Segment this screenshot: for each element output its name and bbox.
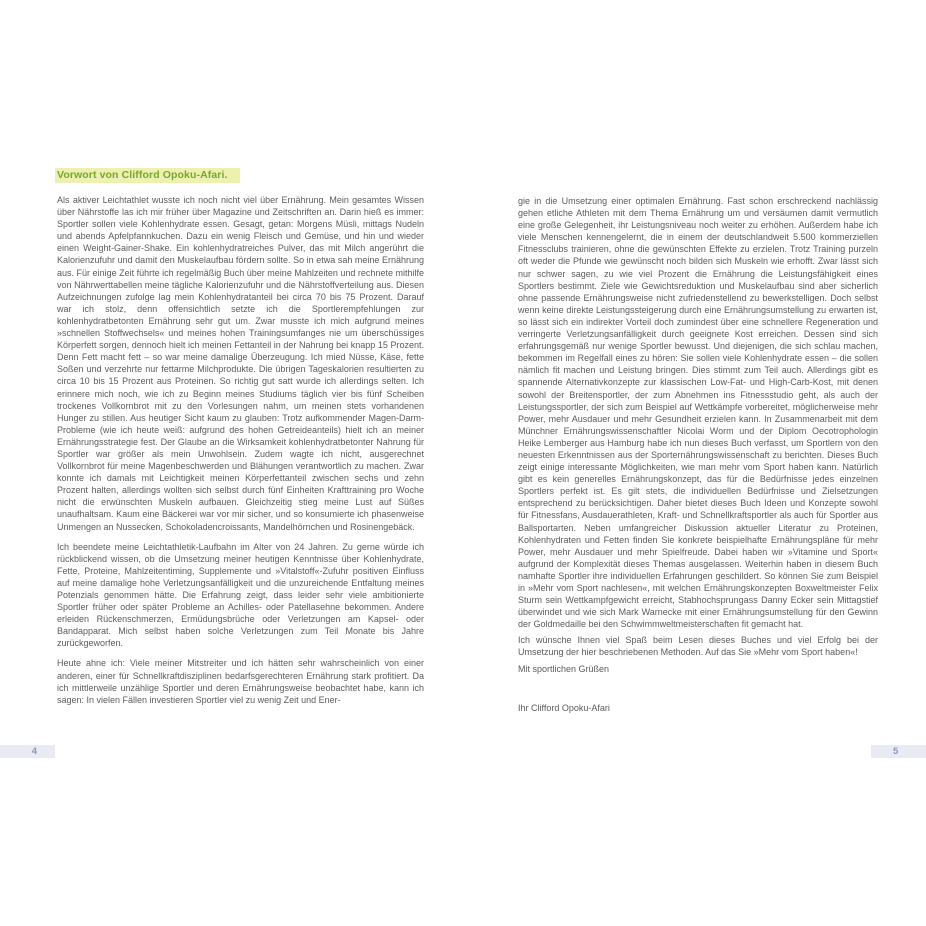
paragraph: Ich beendete meine Leichtathletik-Laufbahn im Alter von 24 Jahren. Zu gerne würde ich rückblickend wissen, ob die Umsetzung meiner heutigen Kenntnisse über Kohlenhydrate, Fette, Proteine, Mahlzeitentiming, Supplemente und »Vitalstoff«-Zufuhr positiven Einfluss auf meine damalige hohe Verletzungsanfälligkeit und die unzureichende Entfaltung meines Potenzials genommen hätte. Die Erfahrung zeigt, dass leider sehr viele ambitionierte Sportler früher oder später Probleme an Achilles- oder Patellasehne bekommen. Andere erleiden Rückenschmerzen, Ermüdungsbrüche oder Verletzungen am Kapsel- oder Bandapparat. Mich selbst haben solche Verletzungen zum Teil Monate bis Jahre zurückgeworfen. xyxy=(57,541,424,649)
foreword-heading: Vorwort von Clifford Opoku-Afari. xyxy=(55,168,240,183)
page-number-bar-left xyxy=(0,745,55,758)
page-number-right: 5 xyxy=(893,746,899,757)
page-number-left: 4 xyxy=(31,746,37,757)
page-number-bar-right xyxy=(871,745,926,758)
signature: Ihr Clifford Opoku-Afari xyxy=(518,702,610,713)
paragraph: Ich wünsche Ihnen viel Spaß beim Lesen dieses Buches und viel Erfolg bei der Umsetzung der hier beschriebenen Methoden. Auf das Sie »Mehr vom Sport haben«! xyxy=(518,635,878,658)
left-page xyxy=(57,194,424,714)
paragraph: Heute ahne ich: Viele meiner Mitstreiter und ich hätten sehr wahrscheinlich von einer anderen, einer für Schnellkraftdisziplinen bedarfsgerechteren Ernährung stark profitiert. Da ich mittlerweile unzählige Sportler und deren Ernährungsweise beobachtet habe, kann ich sagen: In vielen Fällen investieren Sportler viel zu wenig Zeit und Ener- xyxy=(57,658,424,705)
right-page xyxy=(518,195,878,718)
closing-salutation: Mit sportlichen Grüßen xyxy=(518,663,610,674)
paragraph: gie in die Umsetzung einer optimalen Ernährung. Fast schon erschreckend nachlässig gehen etliche Athleten mit dem Thema Ernährung um und versäumen damit vermutlich eine große Gelegenheit, ihr Leistungsniveau noch weiter zu erhöhen. Außerdem habe ich viele Menschen kennengelernt, die in einem der deutschlandweit 5.500 kommerziellen Fitnessclubs trainieren, ohne die gewünschten Effekte zu erzielen. Trotz Training purzeln oft weder die Pfunde wie gewünscht noch bilden sich Muskeln wie erhofft. Zwar lässt sich nur schwer sagen, zu wie viel Prozent die Ernährung die Leistungsfähigkeit eines Sportlers bestimmt. Ziele wie Gewichtsreduktion und Muskelaufbau sind aber sicherlich ohne passende Ernährungsweise nicht zufriedenstellend zu bewerkstelligen. Doch selbst wenn keine direkte Leistungssteigerung durch eine Ernährungsumstellung zu erwarten ist, so lässt sich ein indirekter Vorteil doch zumindest über eine schnellere Regeneration und verringerte Verletzungsanfälligkeit durch geeignete Kost erreichen. Dessen sind sich erfahrungsgemäß nur wenige Sportler bewusst. Und diejenigen, die sich schlau machen, bekommen im Regelfall eines zu hören: Sie sollen viele Kohlenhydrate essen – die sollen nämlich fit machen und Leistung bringen. Dies stimmt zum Teil auch. Allerdings gibt es spannende Alternativkonzepte zur klassischen Low-Fat- und High-Carb-Kost, mit denen sowohl der Breitensportler, der zum Abnehmen ins Fitnessstudio geht, als auch der Leistungssportler, der sich zum Beispiel auf Wettkämpfe vorbereitet, möglicherweise mehr Power, mehr Ausdauer und mehr Gesundheit erzielen kann. In Zusammenarbeit mit dem Münchner Ernährungswissenschaftler Nicolai Worm und der Diplom Oecotrophologin Heike Lemberger aus Hamburg habe ich nun dieses Buch verfasst, um Sportlern von den neuesten Erkenntnissen aus der Sporternährungswissenschaft zu berichten. Dieses Buch zeigt einige interessante Möglichkeiten, wie man mehr vom Sport haben kann. Natürlich gibt es kein generelles Ernährungskonzept, das für die Bedürfnisse jedes einzelnen Sportlers perfekt ist. Es gilt stets, die individuellen Bedürfnisse und Zielsetzungen entsprechend zu berücksichtigen. Daher bietet dieses Buch Ideen und Konzepte sowohl für Fitnessfans, Ausdauerathleten, Kraft- und Schnellkraftsportler als auch für Sportler aus Ballsportarten. Neben umfangreicher Diskussion aktueller Literatur zu Proteinen, Kohlenhydraten und Fetten finden Sie konkrete beispielhafte Ernährungspläne für mehr Power, mehr Ausdauer und mehr Spielfreude. Dabei haben wir »Vitamine und Sport« aufgrund der Komplexität dieses Themas ausgelassen. Weiterhin haben in diesem Buch namhafte Sportler ihre individuellen Erfahrungen geschildert. So können Sie zum Beispiel in »Mehr vom Sport nachlesen«, mit welchen Ernährungskonzepten Boxweltmeister Felix Sturm sein Wettkampfgewicht erreicht, Stabhochsprungass Danny Ecker sein Mittagstief überwindet und wie sich Mark Warnecke mit einer Ernährungsumstellung für den Gewinn der Goldmedaille bei den Schwimmweltmeisterschaften fit gemacht hat. xyxy=(518,196,878,630)
paragraph: Als aktiver Leichtathlet wusste ich noch nicht viel über Ernährung. Mein gesamtes Wissen über Nährstoffe las ich mir früher über Magazine und Zeitschriften an. Darin hieß es immer: Sportler sollen viele Kohlenhydrate essen. Gesagt, getan: Morgens Müsli, mittags Nudeln und abends Apfelpfannkuchen. Dazu ein wenig Fleisch und Gemüse, und hin und wieder einen Weight-Gainer-Shake. Ein kohlenhydratreiches Pulver, das mit Milch angerührt die Kalorienzufuhr und damit den Muskelaufbau fördern sollte. So in etwa sah meine Ernährung aus. Für einige Zeit führte ich regelmäßig Buch über meine Mahlzeiten und rechnete mithilfe von Nährwerttabellen meine tägliche Kalorienzufuhr und die Nährstoffverteilung aus. Diesen Aufzeichnungen zufolge lag mein Kohlenhydratanteil bei circa 70 bis 75 Prozent. Darauf war ich stolz, denn offensichtlich setzte ich die Sportlerempfehlungen zur kohlenhydratbetonten Ernährung sehr gut um. Zwar musste ich mich aufgrund meines »schnellen Stoffwechsels« und meines hohen Trainingsumfanges nie um überschüssiges Körperfett sorgen, dennoch hielt ich meinen Fettanteil in der Nahrung bei knapp 15 Prozent. Denn Fett macht fett – so war meine damalige Überzeugung. Ich mied Nüsse, Käse, fette Soßen und verzehrte nur fettarme Milchprodukte. Die übrigen Tageskalorien resultierten zu circa 10 bis 15 Prozent aus Proteinen. So richtig gut satt wurde ich allerdings selten. Ich erinnere mich noch, wie ich zu Beginn meines Studiums täglich vier bis fünf Scheiben trockenes Vollkornbrot mit zu den Vorlesungen nahm, um meinen stets vorhandenen Hunger zu stillen. Aus heutiger Sicht kaum zu glauben: Trotz aufkommender Magen-Darm-Probleme (wie ich heute weiß: aufgrund des hohen Getreideanteils) hielt ich an meiner Ernährungsstrategie fest. Der Glaube an die Wirksamkeit kohlenhydratbetonter Nahrung für Sportler war größer als mein Unwohlsein. Zudem wagte ich nicht, ausgerechnet Vollkornbrot für meine Magenbeschwerden und Blähungen verantwortlich zu machen. Zwar konnte ich damals mit Leichtigkeit meinen Körperfettanteil zwischen sechs und zehn Prozent halten, allerdings wollten sich selbst durch fünf Einheiten Krafttraining pro Woche nicht die erwünschten Muskeln aufbauen. Gleichzeitig stieg meine Lust auf Süßes unaufhaltsam. Kaum eine Bäckerei war vor mir sicher, und so konsumierte ich phasenweise Unmengen an Nussecken, Schokoladencroissants, Mandelhörnchen und Rosinengebäck. xyxy=(57,195,424,532)
